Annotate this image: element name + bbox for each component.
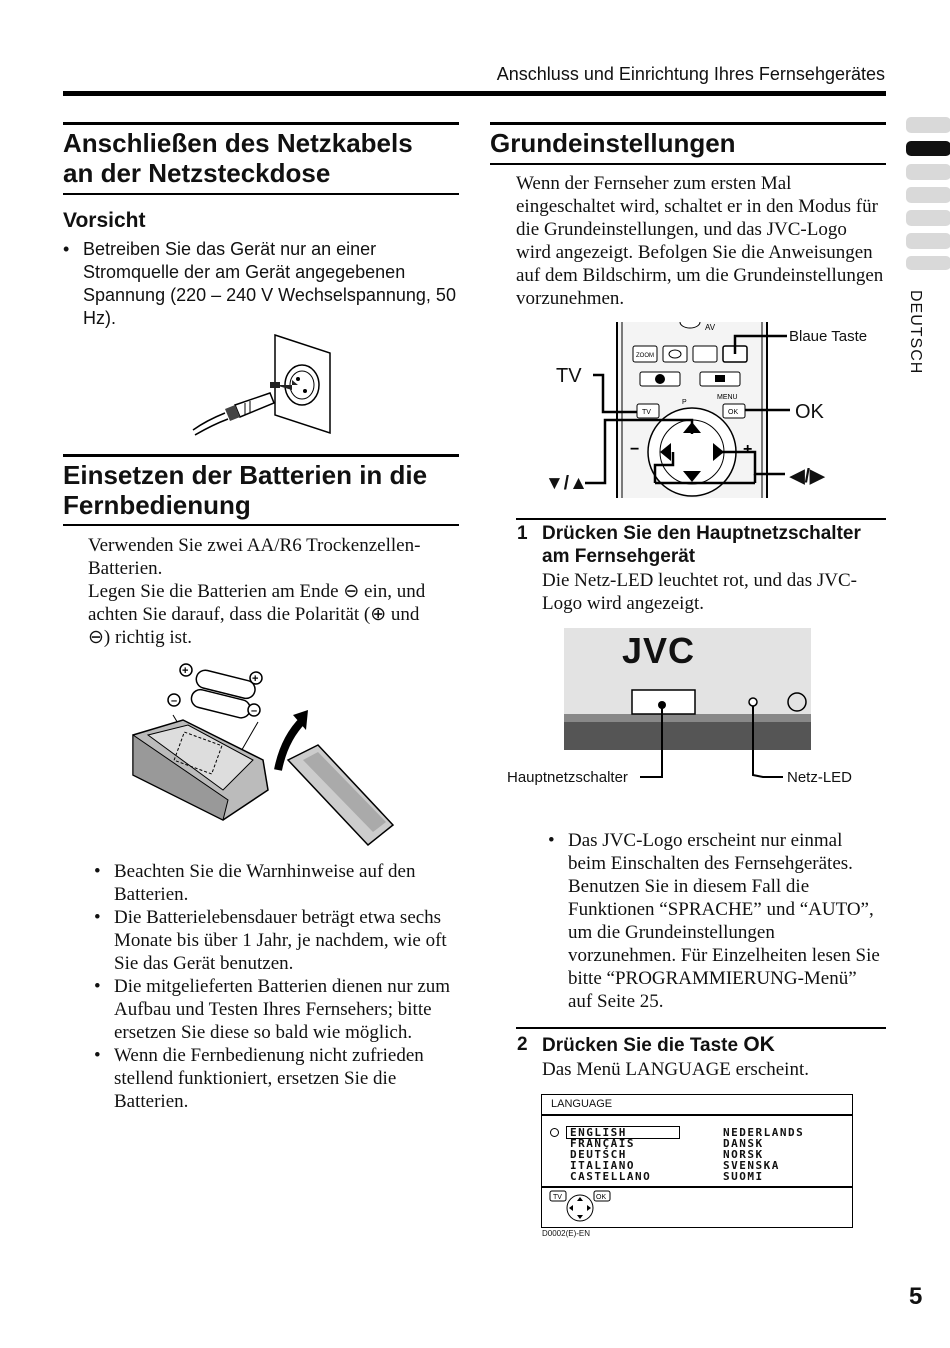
battery-note: • Wenn die Fernbedienung nicht zufrieden stellend funktioniert, ersetzen Sie die Batterien. [88, 1044, 460, 1113]
label-main-switch: Hauptnetzschalter [507, 769, 628, 786]
running-header: Anschluss und Einrichtung Ihres Fernsehgerätes [496, 64, 885, 84]
side-tab-bar-active [906, 141, 950, 156]
setup-intro: Wenn der Fernseher zum ersten Mal eingeschaltet wird, schaltet er in den Modus für die Grundeinstellungen, und das JVC-Logo wird angezeigt. Befolgen Sie die Anweisungen auf dem Bildschirm, um die Grundeinstellungen vorzunehmen. [516, 173, 884, 309]
language-list-col1 [570, 1127, 651, 1182]
label-ok: OK [795, 401, 824, 423]
step-rule [516, 1027, 886, 1029]
battery-intro: Verwenden Sie zwei AA/R6 Trockenzellen- Batterien. Legen Sie die Batterien am Ende ⊖ ein, und achten Sie darauf, dass die Polarität (⊕ und ⊖) richtig ist. [88, 535, 426, 648]
battery-note: • Die Batterielebensdauer beträgt etwa sechs Monate bis über 1 Jahr, je nachdem, wie oft Sie das Gerät benutzen. [88, 906, 460, 975]
step2-number: 2 [517, 1034, 528, 1055]
side-tab-bar [906, 164, 950, 180]
step1-title: Drücken Sie den Hauptnetzschalter am Fernsehgerät [542, 523, 861, 567]
language-option[interactable]: SVENSKA [723, 1159, 780, 1172]
language-option[interactable]: SUOMI [723, 1170, 764, 1183]
label-up-down: ▼/▲ [545, 473, 588, 494]
page-number: 5 [909, 1283, 923, 1310]
svg-text:+: + [743, 441, 753, 458]
section-rule [63, 454, 459, 457]
svg-text:AV: AV [705, 323, 716, 332]
svg-text:TV: TV [553, 1194, 562, 1201]
language-option[interactable]: CASTELLANO [570, 1170, 652, 1183]
side-tab-bar [906, 117, 950, 133]
side-tab-bar [906, 187, 950, 203]
svg-text:−: − [630, 441, 640, 458]
caution-list [57, 238, 457, 330]
screen-code: D0002(E)-EN [542, 1229, 591, 1238]
label-blue-key: Blaue Taste [789, 328, 868, 345]
battery-insertion-illustration [128, 660, 413, 850]
section-rule [63, 122, 459, 125]
language-option[interactable]: ENGLISH [570, 1126, 627, 1139]
side-tab-bar [906, 233, 950, 249]
header-rule [63, 91, 886, 96]
power-plug-illustration [190, 333, 335, 438]
logo-note [542, 829, 882, 1013]
side-tab-bar [906, 210, 950, 226]
battery-notes [88, 860, 460, 1113]
language-option[interactable]: NORSK [723, 1148, 764, 1161]
svg-text:+: + [252, 673, 259, 685]
section-rule [490, 122, 886, 125]
step2-description: Das Menü LANGUAGE erscheint. [542, 1059, 809, 1080]
battery-note: • Die mitgelieferten Batterien dienen nur zum Aufbau und Testen Ihres Fernsehers; bitte ersetzen Sie diese so bald wie möglich. [88, 975, 460, 1044]
section-title-power: Anschließen des Netzkabels an der Netzsteckdose [63, 128, 413, 188]
svg-text:OK: OK [596, 1194, 607, 1201]
language-option[interactable]: FRANÇAIS [570, 1137, 635, 1150]
label-tv: TV [556, 365, 582, 387]
selection-cursor-icon [550, 1128, 559, 1137]
caution-bullet: • Betreiben Sie das Gerät nur an einer Stromquelle der am Gerät angegebenen Spannung (220 – 240 V Wechselspannung, 50 Hz). [57, 238, 457, 330]
menu-nav-icons [549, 1190, 615, 1224]
language-option[interactable]: ITALIANO [570, 1159, 635, 1172]
step-rule [516, 518, 886, 520]
svg-text:MENU: MENU [717, 394, 738, 401]
jvc-logo: JVC [622, 630, 696, 671]
caution-heading: Vorsicht [63, 209, 146, 232]
logo-note-bullet: • Das JVC-Logo erscheint nur einmal beim Einschalten des Fernsehgerätes. Benutzen Sie in diesem Fall die Funktionen “SPRACHE” und “AUTO”, um die Grundeinstellungen vorzunehmen. Für Einzelheiten lesen Sie bitte “PROGRAMMIERUNG-Menü” auf Seite 25. [542, 829, 882, 1013]
battery-note: • Beachten Sie die Warnhinweise auf den Batterien. [88, 860, 460, 906]
step1-description: Die Netz-LED leuchtet rot, und das JVC- Logo wird angezeigt. [542, 570, 857, 614]
remote-control-diagram [545, 322, 890, 498]
section-title-setup: Grundeinstellungen [490, 128, 736, 158]
language-option[interactable]: DANSK [723, 1137, 764, 1150]
section-rule [490, 163, 886, 165]
side-tab-bar [906, 256, 950, 270]
language-list-col2 [723, 1127, 804, 1182]
section-rule [63, 524, 459, 526]
section-title-batteries: Einsetzen der Batterien in die Fernbedienung [63, 460, 428, 520]
svg-text:+: + [182, 665, 189, 677]
step1-number: 1 [517, 523, 528, 544]
language-option[interactable]: NEDERLANDS [723, 1126, 805, 1139]
section-rule [63, 193, 459, 195]
svg-text:–: – [171, 695, 178, 707]
svg-text:P: P [682, 399, 687, 406]
language-option[interactable]: DEUTSCH [570, 1148, 627, 1161]
language-side-tab: DEUTSCH [907, 290, 924, 375]
label-left-right: ◀/▶ [790, 466, 825, 487]
svg-text:OK: OK [728, 409, 739, 416]
step2-title: Drücken Sie die Taste OK [542, 1033, 775, 1056]
svg-text:TV: TV [642, 409, 651, 416]
label-power-led: Netz-LED [787, 769, 853, 786]
language-menu-title: LANGUAGE [551, 1098, 613, 1110]
svg-text:ZOOM: ZOOM [636, 353, 654, 359]
svg-text:–: – [251, 705, 258, 717]
